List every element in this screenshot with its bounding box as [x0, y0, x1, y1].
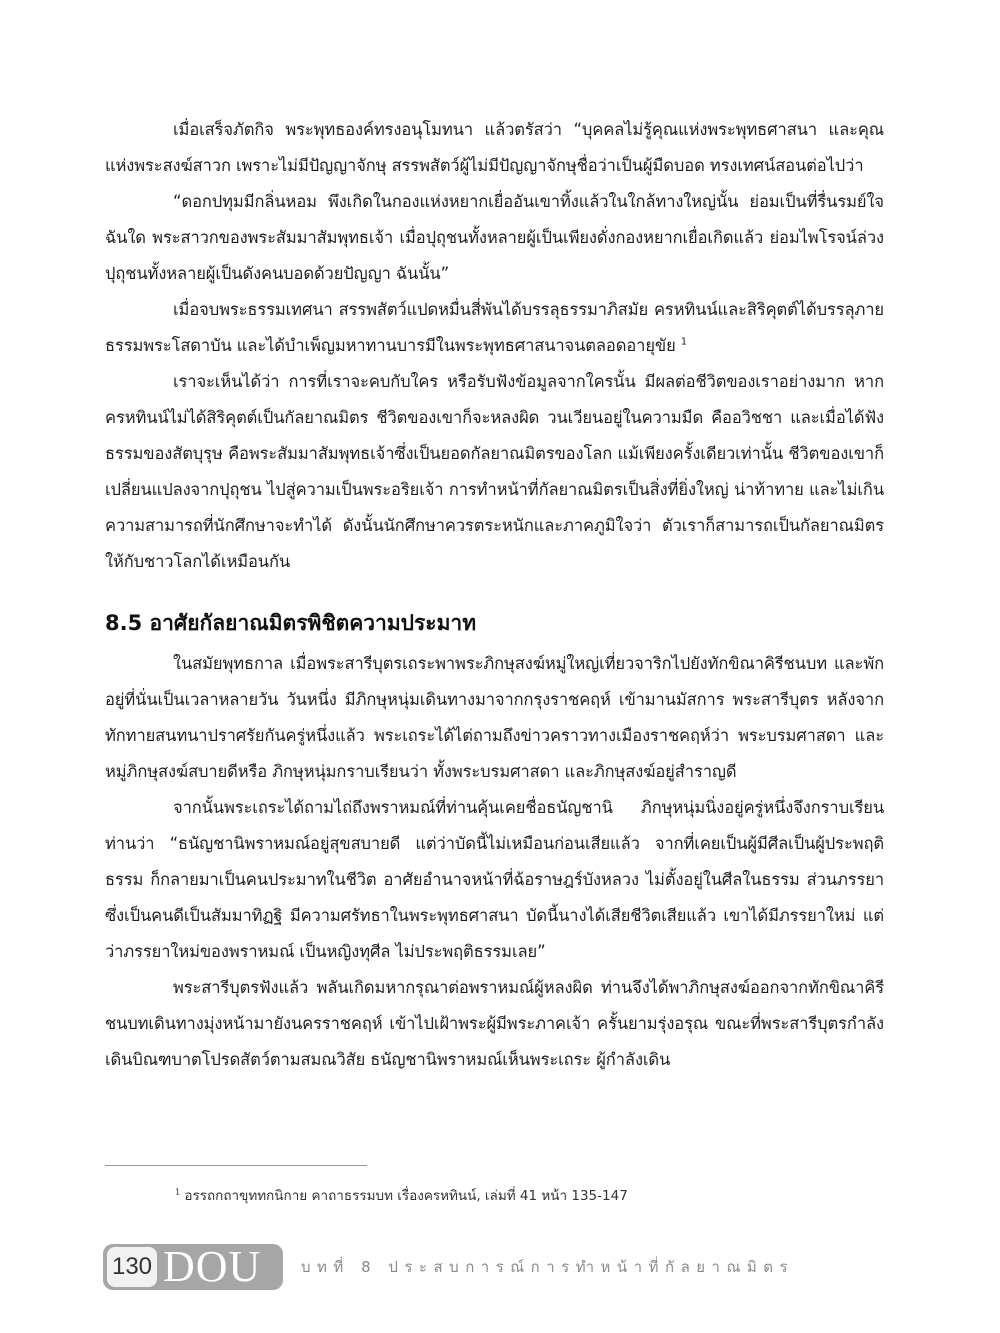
footer-badge	[103, 1244, 283, 1290]
paragraph-7: พระสารีบุตรฟังแล้ว พลันเกิดมหากรุณาต่อพราหมณ์ผู้หลงผิด ท่านจึงได้พาภิกษุสงฆ์ออกจากทักขิณาคิรีชนบทเดินทางมุ่งหน้ามายังนครราชคฤห์ เข้าไปเฝ้าพระผู้มีพระภาคเจ้า ครั้นยามรุ่งอรุณ ขณะที่พระสารีบุตรกำลังเดินบิณฑบาตโปรดสัตว์ตามสมณวิสัย ธนัญชานิพราหมณ์เห็นพระเถระ ผู้กำลังเดิน	[105, 978, 884, 1069]
section-heading: 8.5 อาศัยกัลยาณมิตรพิชิตความประมาท	[105, 611, 477, 635]
paragraph-4: เราจะเห็นได้ว่า การที่เราจะคบกับใคร หรือรับฟังข้อมูลจากใครนั้น มีผลต่อชีวิตของเราอย่างมาก หากครหทินน์ไม่ได้สิริคุตต์เป็นกัลยาณมิตร ชีวิตของเขาก็จะหลงผิด วนเวียนอยู่ในความมืด คืออวิชชา และเมื่อได้ฟังธรรมของสัตบุรุษ คือพระสัมมาสัมพุทธเจ้าซึ่งเป็นยอดกัลยาณมิตรของโลก แม้เพียงครั้งเดียวเท่านั้น ชีวิตของเขาก็เปลี่ยนแปลงจากปุถุชน ไปสู่ความเป็นพระอริยเจ้า การทำหน้าที่กัลยาณมิตรเป็นสิ่งที่ยิ่งใหญ่ น่าท้าทาย และไม่เกินความสามารถที่นักศึกษาจะทำได้ ดังนั้นนักศึกษาควรตระหนักและภาคภูมิใจว่า ตัวเราก็สามารถเป็นกัลยาณมิตรให้กับชาวโลกได้เหมือนกัน	[105, 372, 884, 571]
paragraph-2-quote: “ดอกปทุมมีกลิ่นหอม พึงเกิดในกองแห่งหยากเยื่ออันเขาทิ้งแล้วในใกล้ทางใหญ่นั้น ย่อมเป็นที่รื่นรมย์ใจฉันใด พระสาวกของพระสัมมาสัมพุทธเจ้า เมื่อปุถุชนทั้งหลายผู้เป็นเพียงดั่งกองหยากเยื่อเกิดแล้ว ย่อมไพโรจน์ล่วงปุถุชนทั้งหลายผู้เป็นดังคนบอดด้วยปัญญา ฉันนั้น”	[105, 192, 884, 283]
paragraph-5: ในสมัยพุทธกาล เมื่อพระสารีบุตรเถระพาพระภิกษุสงฆ์หมู่ใหญ่เที่ยวจาริกไปยังทักขิณาคิรีชนบท และพักอยู่ที่นั่นเป็นเวลาหลายวัน วันหนึ่ง มีภิกษุหนุ่มเดินทางมาจากกรุงราชคฤห์ เข้ามานมัสการ พระสารีบุตร หลังจากทักทายสนทนาปราศรัยกันครู่หนึ่งแล้ว พระเถระได้ไต่ถามถึงข่าวคราวทางเมืองราชคฤห์ว่า พระบรมศาสดา และหมู่ภิกษุสงฆ์สบายดีหรือ ภิกษุหนุ่มกราบเรียนว่า ทั้งพระบรมศาสดา และภิกษุสงฆ์อยู่สำราญดี	[105, 654, 884, 781]
page-footer	[103, 1244, 794, 1290]
paragraph-1: เมื่อเสร็จภัตกิจ พระพุทธองค์ทรงอนุโมทนา แล้วตรัสว่า “บุคคลไม่รู้คุณแห่งพระพุทธศาสนา และคุณแห่งพระสงฆ์สาวก เพราะไม่มีปัญญาจักษุ สรรพสัตว์ผู้ไม่มีปัญญาจักษุชื่อว่าเป็นผู้มืดบอด ทรงเทศน์สอนต่อไปว่า	[105, 120, 884, 175]
paragraph-3	[105, 292, 884, 364]
footnote-reference[interactable]: 1	[680, 336, 688, 348]
paragraph-3-text: เมื่อจบพระธรรมเทศนา สรรพสัตว์แปดหมื่นสี่พันได้บรรลุธรรมาภิสมัย ครหทินน์และสิริคุตต์ได้บรรลุภายธรรมพระโสดาบัน และได้บำเพ็ญมหาทานบารมีในพระพุทธศาสนาจนตลอดอายุขัย	[105, 300, 884, 355]
footnote-marker: 1	[175, 1187, 181, 1197]
footnote-divider	[105, 1165, 367, 1166]
page-number: 130	[107, 1247, 157, 1287]
dou-logo: DOU	[163, 1244, 262, 1290]
page-body	[105, 112, 884, 1078]
chapter-title: บทที่ 8 ประสบการณ์การทำหน้าที่กัลยาณมิตร	[301, 1258, 795, 1276]
footnote	[175, 1184, 628, 1206]
paragraph-6: จากนั้นพระเถระได้ถามไถ่ถึงพราหมณ์ที่ท่านคุ้นเคยชื่อธนัญชานิ ภิกษุหนุ่มนิ่งอยู่ครู่หนึ่งจึงกราบเรียนท่านว่า “ธนัญชานิพราหมณ์อยู่สุขสบายดี แต่ว่าบัดนี้ไม่เหมือนก่อนเสียแล้ว จากที่เคยเป็นผู้มีศีลเป็นผู้ประพฤติธรรม ก็กลายมาเป็นคนประมาทในชีวิต อาศัยอำนาจหน้าที่ฉ้อราษฎร์บังหลวง ไม่ตั้งอยู่ในศีลในธรรม ส่วนภรรยาซึ่งเป็นคนดีเป็นสัมมาทิฏฐิ มีความศรัทธาในพระพุทธศาสนา บัดนี้นางได้เสียชีวิตเสียแล้ว เขาได้มีภรรยาใหม่ แต่ว่าภรรยาใหม่ของพราหมณ์ เป็นหญิงทุศีล ไม่ประพฤติธรรมเลย”	[105, 798, 884, 961]
footnote-text: อรรถกถาขุททกนิกาย คาถาธรรมบท เรื่องครหทินน์, เล่มที่ 41 หน้า 135-147	[184, 1188, 628, 1204]
